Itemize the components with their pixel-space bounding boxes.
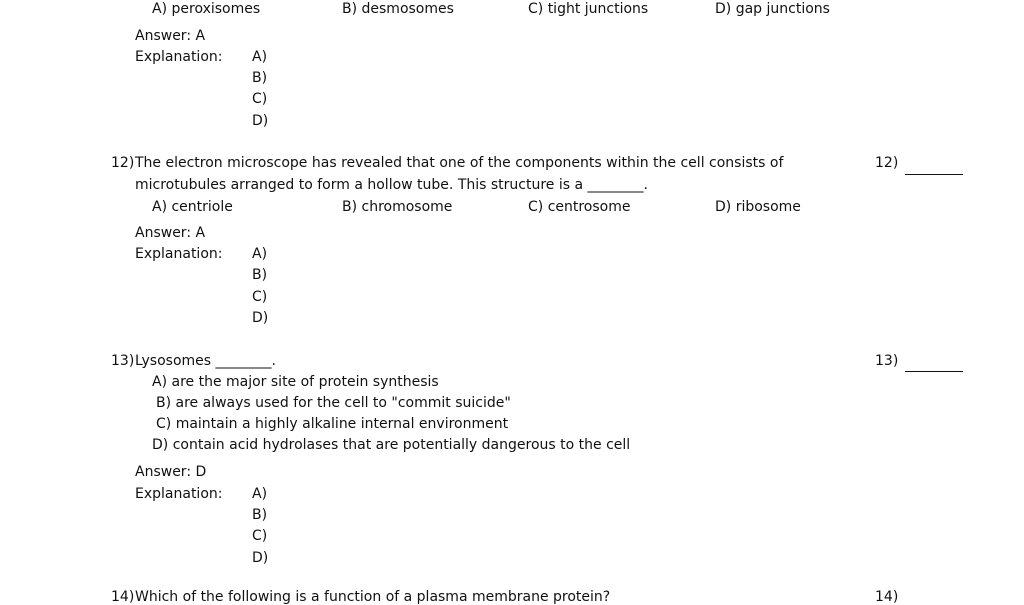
q13-option-d: D) contain acid hydrolases that are potentially dangerous to the cell bbox=[152, 437, 631, 453]
q14-stem: Which of the following is a function of a plasma membrane protein? bbox=[135, 589, 611, 605]
q13-explanation-b: B) bbox=[252, 507, 268, 523]
q11-explanation-c: C) bbox=[252, 91, 268, 107]
q12-explanation-c: C) bbox=[252, 289, 268, 305]
q13-explanation-d: D) bbox=[252, 550, 269, 566]
q13-answer-blank[interactable] bbox=[905, 371, 963, 372]
q12-number: 12) bbox=[111, 155, 135, 171]
q11-option-c: C) tight junctions bbox=[528, 1, 649, 17]
q12-option-b: B) chromosome bbox=[342, 199, 453, 215]
q11-option-d: D) gap junctions bbox=[715, 1, 830, 17]
q11-answer: Answer: A bbox=[135, 28, 206, 44]
q12-option-c: C) centrosome bbox=[528, 199, 631, 215]
q11-explanation-a: A) bbox=[252, 49, 268, 65]
q13-right-number: 13) bbox=[875, 353, 899, 369]
q13-option-c: C) maintain a highly alkaline internal environment bbox=[156, 416, 509, 432]
q12-explanation-d: D) bbox=[252, 310, 269, 326]
q12-explanation-b: B) bbox=[252, 267, 268, 283]
q12-right-number: 12) bbox=[875, 155, 899, 171]
q13-answer: Answer: D bbox=[135, 464, 207, 480]
q11-explanation-b: B) bbox=[252, 70, 268, 86]
q14-number: 14) bbox=[111, 589, 135, 605]
q13-stem: Lysosomes ________. bbox=[135, 353, 276, 369]
q12-option-d: D) ribosome bbox=[715, 199, 801, 215]
q11-option-b: B) desmosomes bbox=[342, 1, 454, 17]
q13-number: 13) bbox=[111, 353, 135, 369]
q12-answer: Answer: A bbox=[135, 225, 206, 241]
q13-option-b: B) are always used for the cell to "commit suicide" bbox=[156, 395, 511, 411]
q11-explanation-d: D) bbox=[252, 113, 269, 129]
q13-explanation-c: C) bbox=[252, 528, 268, 544]
q14-right-number: 14) bbox=[875, 589, 899, 605]
q13-explanation-a: A) bbox=[252, 486, 268, 502]
q12-explanation-label: Explanation: bbox=[135, 246, 223, 262]
q11-explanation-label: Explanation: bbox=[135, 49, 223, 65]
q12-answer-blank[interactable] bbox=[905, 174, 963, 175]
q12-option-a: A) centriole bbox=[152, 199, 233, 215]
q12-stem-line2: microtubules arranged to form a hollow tube. This structure is a ________. bbox=[135, 177, 648, 193]
q11-option-a: A) peroxisomes bbox=[152, 1, 261, 17]
q13-explanation-label: Explanation: bbox=[135, 486, 223, 502]
q13-option-a: A) are the major site of protein synthesis bbox=[152, 374, 439, 390]
q12-stem-line1: The electron microscope has revealed that one of the components within the cell consists of bbox=[135, 155, 784, 171]
q12-explanation-a: A) bbox=[252, 246, 268, 262]
